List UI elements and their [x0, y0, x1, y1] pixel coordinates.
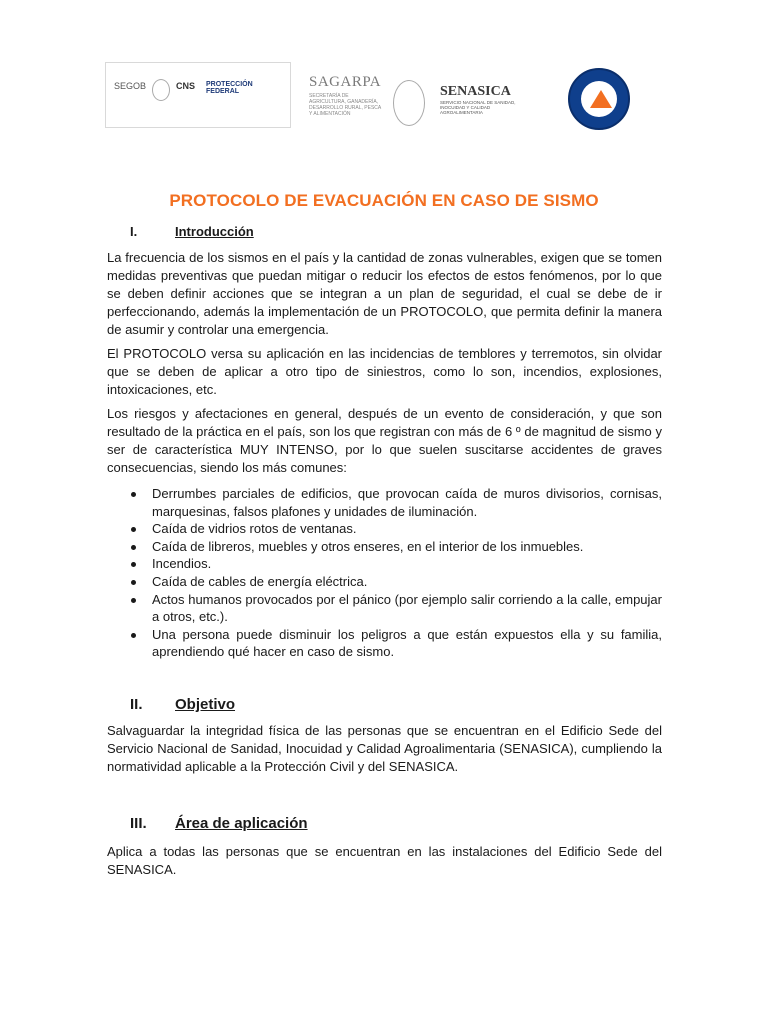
list-item-text: Derrumbes parciales de edificios, que provocan caída de muros divisorios, cornisas, marquesinas, falsos plafones y unidades de iluminación. — [152, 486, 662, 519]
list-item-text: Caída de cables de energía eléctrica. — [152, 573, 368, 589]
senasica-name: SENASICA — [440, 84, 511, 99]
section-heading-area-de-aplicacion: Área de aplicación — [175, 815, 308, 832]
list-item — [107, 626, 662, 661]
proteccion-civil-triangle-icon — [590, 90, 612, 108]
section-number: III. — [130, 815, 147, 832]
sagarpa-subtitle: SECRETARÍA DE AGRICULTURA, GANADERÍA, DESARROLLO RURAL, PESCA Y ALIMENTACIÓN — [309, 93, 381, 117]
cns-logo: CNS — [176, 81, 196, 91]
bullet-icon — [131, 492, 136, 497]
section-number: II. — [130, 696, 143, 713]
list-item — [107, 520, 662, 538]
section-heading-introduccion: Introducción — [175, 224, 254, 239]
bullet-icon — [131, 562, 136, 567]
bullet-icon — [131, 633, 136, 638]
document-title: PROTOCOLO DE EVACUACIÓN EN CASO DE SISMO — [169, 191, 599, 210]
risks-bullet-list — [107, 485, 662, 661]
list-item — [107, 573, 662, 591]
bullet-icon — [131, 580, 136, 585]
proteccion-civil-logo — [568, 68, 630, 130]
list-item-text: Actos humanos provocados por el pánico (por ejemplo salir corriendo a la calle, empujar a otros, etc.). — [152, 591, 662, 625]
paragraph: La frecuencia de los sismos en el país y la cantidad de zonas vulnerables, exigen que se tomen medidas preventivas que puedan mitigar o reducir los efectos de estos fenómenos, por lo que se deben definir acciones que se integran a un plan de seguridad, el cual se debe de ir perfeccionando, además la implementación de un PROTOCOLO, que permita definir la manera de asumir y controlar una emergencia. — [107, 250, 662, 337]
bullet-icon — [131, 598, 136, 603]
list-item — [107, 538, 662, 556]
paragraph: Salvaguardar la integridad física de las personas que se encuentran en el Edificio Sede del Servicio Nacional de Sanidad, Inocuidad y Calidad Agroalimentaria (SENASICA), cumpliendo la normatividad aplicable a la Protección Civil y del SENASICA. — [107, 723, 662, 774]
list-item-text: Una persona puede disminuir los peligros a que están expuestos ella y su familia, aprendiendo qué hacer en caso de sismo. — [152, 626, 662, 660]
sagarpa-logo — [309, 74, 385, 117]
list-item-text: Incendios. — [152, 556, 212, 572]
bullet-icon — [131, 545, 136, 550]
coat-of-arms-icon — [152, 79, 170, 101]
segob-logo: SEGOB — [114, 81, 147, 91]
bullet-icon — [131, 527, 136, 532]
list-item — [107, 591, 662, 626]
mexican-coat-of-arms-icon — [393, 80, 425, 126]
list-item-text: Caída de vidrios rotos de ventanas. — [152, 521, 357, 537]
list-item — [107, 555, 662, 573]
paragraph: Aplica a todas las personas que se encuentran en las instalaciones del Edificio Sede del SENASICA. — [107, 844, 662, 877]
section-heading-objetivo: Objetivo — [175, 696, 236, 713]
senasica-logo — [440, 84, 532, 115]
government-logos-strip — [105, 62, 291, 128]
section-number: I. — [130, 224, 138, 239]
sagarpa-name: SAGARPA — [309, 74, 382, 90]
paragraph: Los riesgos y afectaciones en general, después de un evento de consideración, y que son resultado de la práctica en el país, son los que registran con más de 6 º de magnitud de sismo y ser de característica MUY INTENSO, por lo que suelen suscitarse accidentes de graves consecuencias, siendo los más comunes: — [107, 406, 662, 475]
list-item — [107, 485, 662, 520]
proteccion-federal-logo: PROTECCIÓN FEDERAL — [206, 81, 253, 95]
list-item-text: Caída de libreros, muebles y otros enseres, en el interior de los inmuebles. — [152, 538, 584, 554]
senasica-subtitle: SERVICIO NACIONAL DE SANIDAD, INOCUIDAD Y CALIDAD AGROALIMENTARIA — [440, 100, 516, 115]
paragraph: El PROTOCOLO versa su aplicación en las incidencias de temblores y terremotos, sin olvidar que se deben de aplicar a otro tipo de siniestros, como lo son, incendios, explosiones, intoxicaciones, etc. — [107, 346, 662, 397]
